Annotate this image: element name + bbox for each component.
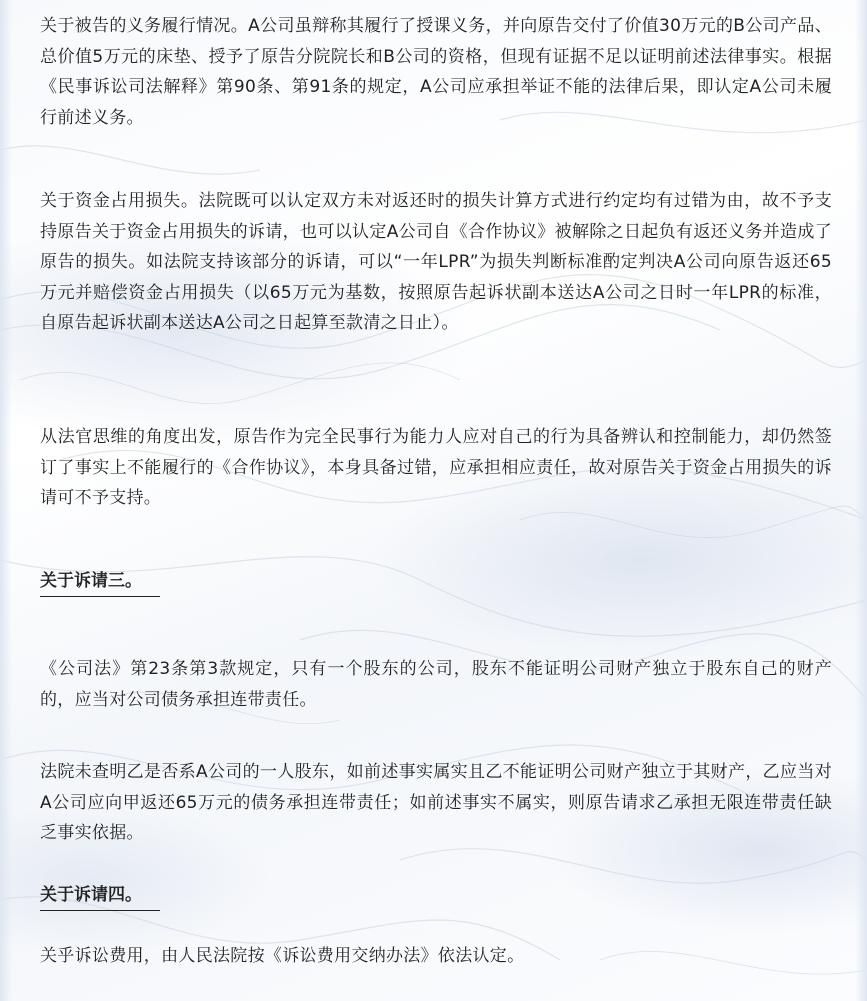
paragraph-litigation-costs: 关乎诉讼费用，由人民法院按《诉讼费用交纳办法》依法认定。 [40,946,525,966]
left-edge-shadow [0,0,12,1001]
paragraph-obligation-performance: 关于被告的义务履行情况。A公司虽辩称其履行了授课义务，并向原告交付了价值30万元的B公司产品、总价值5万元的床垫、授予了原告分院院长和B公司的资格，但现有证据不足以证明前述法律事实。根据《民事诉讼司法解释》第90条、第91条的规定，A公司应承担举证不能的法律后果，即认定A公司未履行前述义务。 [40,16,832,128]
paragraph-sole-shareholder: 法院未查明乙是否系A公司的一人股东，如前述事实属实且乙不能证明公司财产独立于其财产，乙应当对A公司应向甲返还65万元的债务承担连带责任；如前述事实不属实，则原告请求乙承担无限连带责任缺乏事实依据。 [40,762,832,843]
heading-claim-three: 关于诉请三。 [40,566,160,597]
paragraph-capital-occupation-loss: 关于资金占用损失。法院既可以认定双方未对返还时的损失计算方式进行约定均有过错为由，故不予支持原告关于资金占用损失的诉请，也可以认定A公司自《合作协议》被解除之日起负有返还义务并造成了原告的损失。如法院支持该部分的诉请，可以“一年LPR”为损失判断标准酌定判决A公司向原告返还65万元并赔偿资金占用损失（以65万元为基数，按照原告起诉状副本送达A公司之日时一年LPR的标准，自原告起诉状副本送达A公司之日起算至款清之日止）。 [40,191,832,333]
heading-claim-four: 关于诉请四。 [40,880,160,911]
paragraph-judge-thinking: 从法官思维的角度出发，原告作为完全民事行为能力人应对自己的行为具备辨认和控制能力，却仍然签订了事实上不能履行的《合作协议》，本身具备过错，应承担相应责任，故对原告关于资金占用损失的诉请可不予支持。 [40,427,832,508]
paragraph-company-law: 《公司法》第23条第3款规定，只有一个股东的公司，股东不能证明公司财产独立于股东自己的财产的，应当对公司债务承担连带责任。 [40,659,832,710]
right-edge-shadow [855,0,867,1001]
